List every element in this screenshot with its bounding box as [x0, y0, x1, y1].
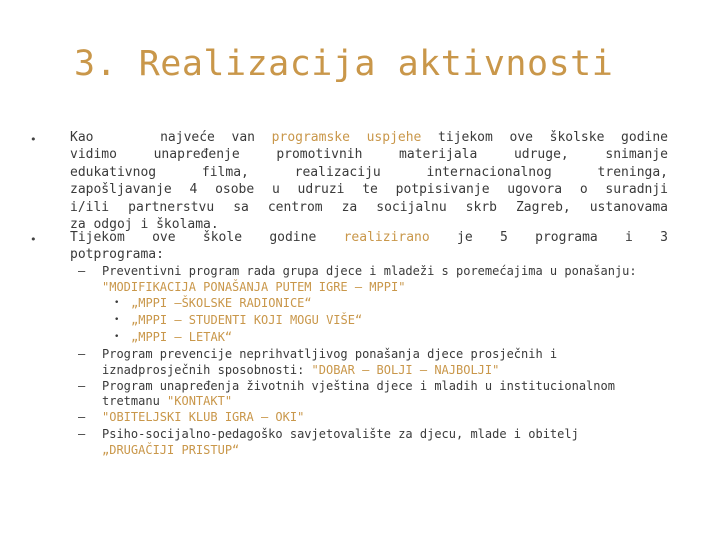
sub-item: „MPPI –ŠKOLSKE RADIONICE“ — [131, 296, 312, 310]
text: Kao — [70, 130, 94, 145]
text-line: potprograma: — [70, 247, 164, 263]
text: Tijekom ove škole godine — [70, 230, 317, 245]
list-item-highlight: "MODIFIKACIJA PONAŠANJA PUTEM IGRE – MPPI" — [102, 280, 406, 294]
bullet-icon: • — [30, 233, 37, 246]
text: najveće van — [160, 130, 256, 145]
text-line: edukativnog filma, realizaciju internacionalnog treninga, — [70, 164, 668, 180]
bullet-icon: • — [114, 315, 120, 325]
dash-icon: – — [78, 347, 86, 361]
text-line: za odgoj i školama. — [70, 217, 219, 233]
list-item: Program prevencije neprihvatljivog ponašanja djece prosječnih i — [102, 347, 558, 361]
text-line: i/ili partnerstvu sa centrom za socijalnu skrb Zagreb, ustanovama — [70, 199, 668, 215]
dash-icon: – — [78, 427, 86, 441]
list-item: Psiho-socijalno-pedagoško savjetovalište za djecu, mlade i obitelj — [102, 427, 579, 441]
list-item-highlight: „DRUGAČIJI PRISTUP“ — [102, 443, 240, 457]
highlight-text: programske uspjehe — [271, 130, 422, 145]
text-line — [70, 229, 668, 246]
slide-title: 3. Realizacija aktivnosti — [74, 44, 614, 84]
text: tijekom ove školske godine — [438, 130, 669, 145]
text: je 5 programa i 3 — [457, 230, 668, 245]
list-item — [102, 363, 499, 378]
paragraph-achievements — [70, 129, 668, 233]
list-item: Preventivni program rada grupa djece i mladeži s poremećajima u ponašanju: — [102, 264, 637, 278]
highlight-text: "KONTAKT" — [167, 394, 233, 408]
text-line: zapošljavanje 4 osobe u udruzi te potpisivanje ugovora o suradnji — [70, 182, 668, 198]
text: tretmanu — [102, 394, 168, 408]
bullet-icon: • — [114, 298, 120, 308]
dash-icon: – — [78, 379, 86, 393]
dash-icon: – — [78, 410, 86, 424]
list-item-highlight: "OBITELJSKI KLUB IGRA – OKI" — [102, 410, 305, 424]
list-item: Program unapređenja životnih vještina djece i mladih u institucionalnom — [102, 379, 615, 393]
highlight-text: realizirano — [343, 230, 430, 245]
text-line — [70, 129, 668, 146]
highlight-text: "DOBAR – BOLJI – NAJBOLJI" — [311, 363, 500, 377]
paragraph-programs — [70, 229, 668, 264]
dash-icon: – — [78, 264, 86, 278]
sub-item: „MPPI – STUDENTI KOJI MOGU VIŠE“ — [131, 313, 363, 327]
text-line: vidimo unapređenje promotivnih materijala udruge, snimanje — [70, 147, 668, 163]
bullet-icon: • — [30, 133, 37, 146]
bullet-icon: • — [114, 332, 120, 342]
sub-item: „MPPI – LETAK“ — [131, 330, 233, 344]
text: iznadprosječnih sposobnosti: — [102, 363, 312, 377]
list-item — [102, 394, 232, 409]
